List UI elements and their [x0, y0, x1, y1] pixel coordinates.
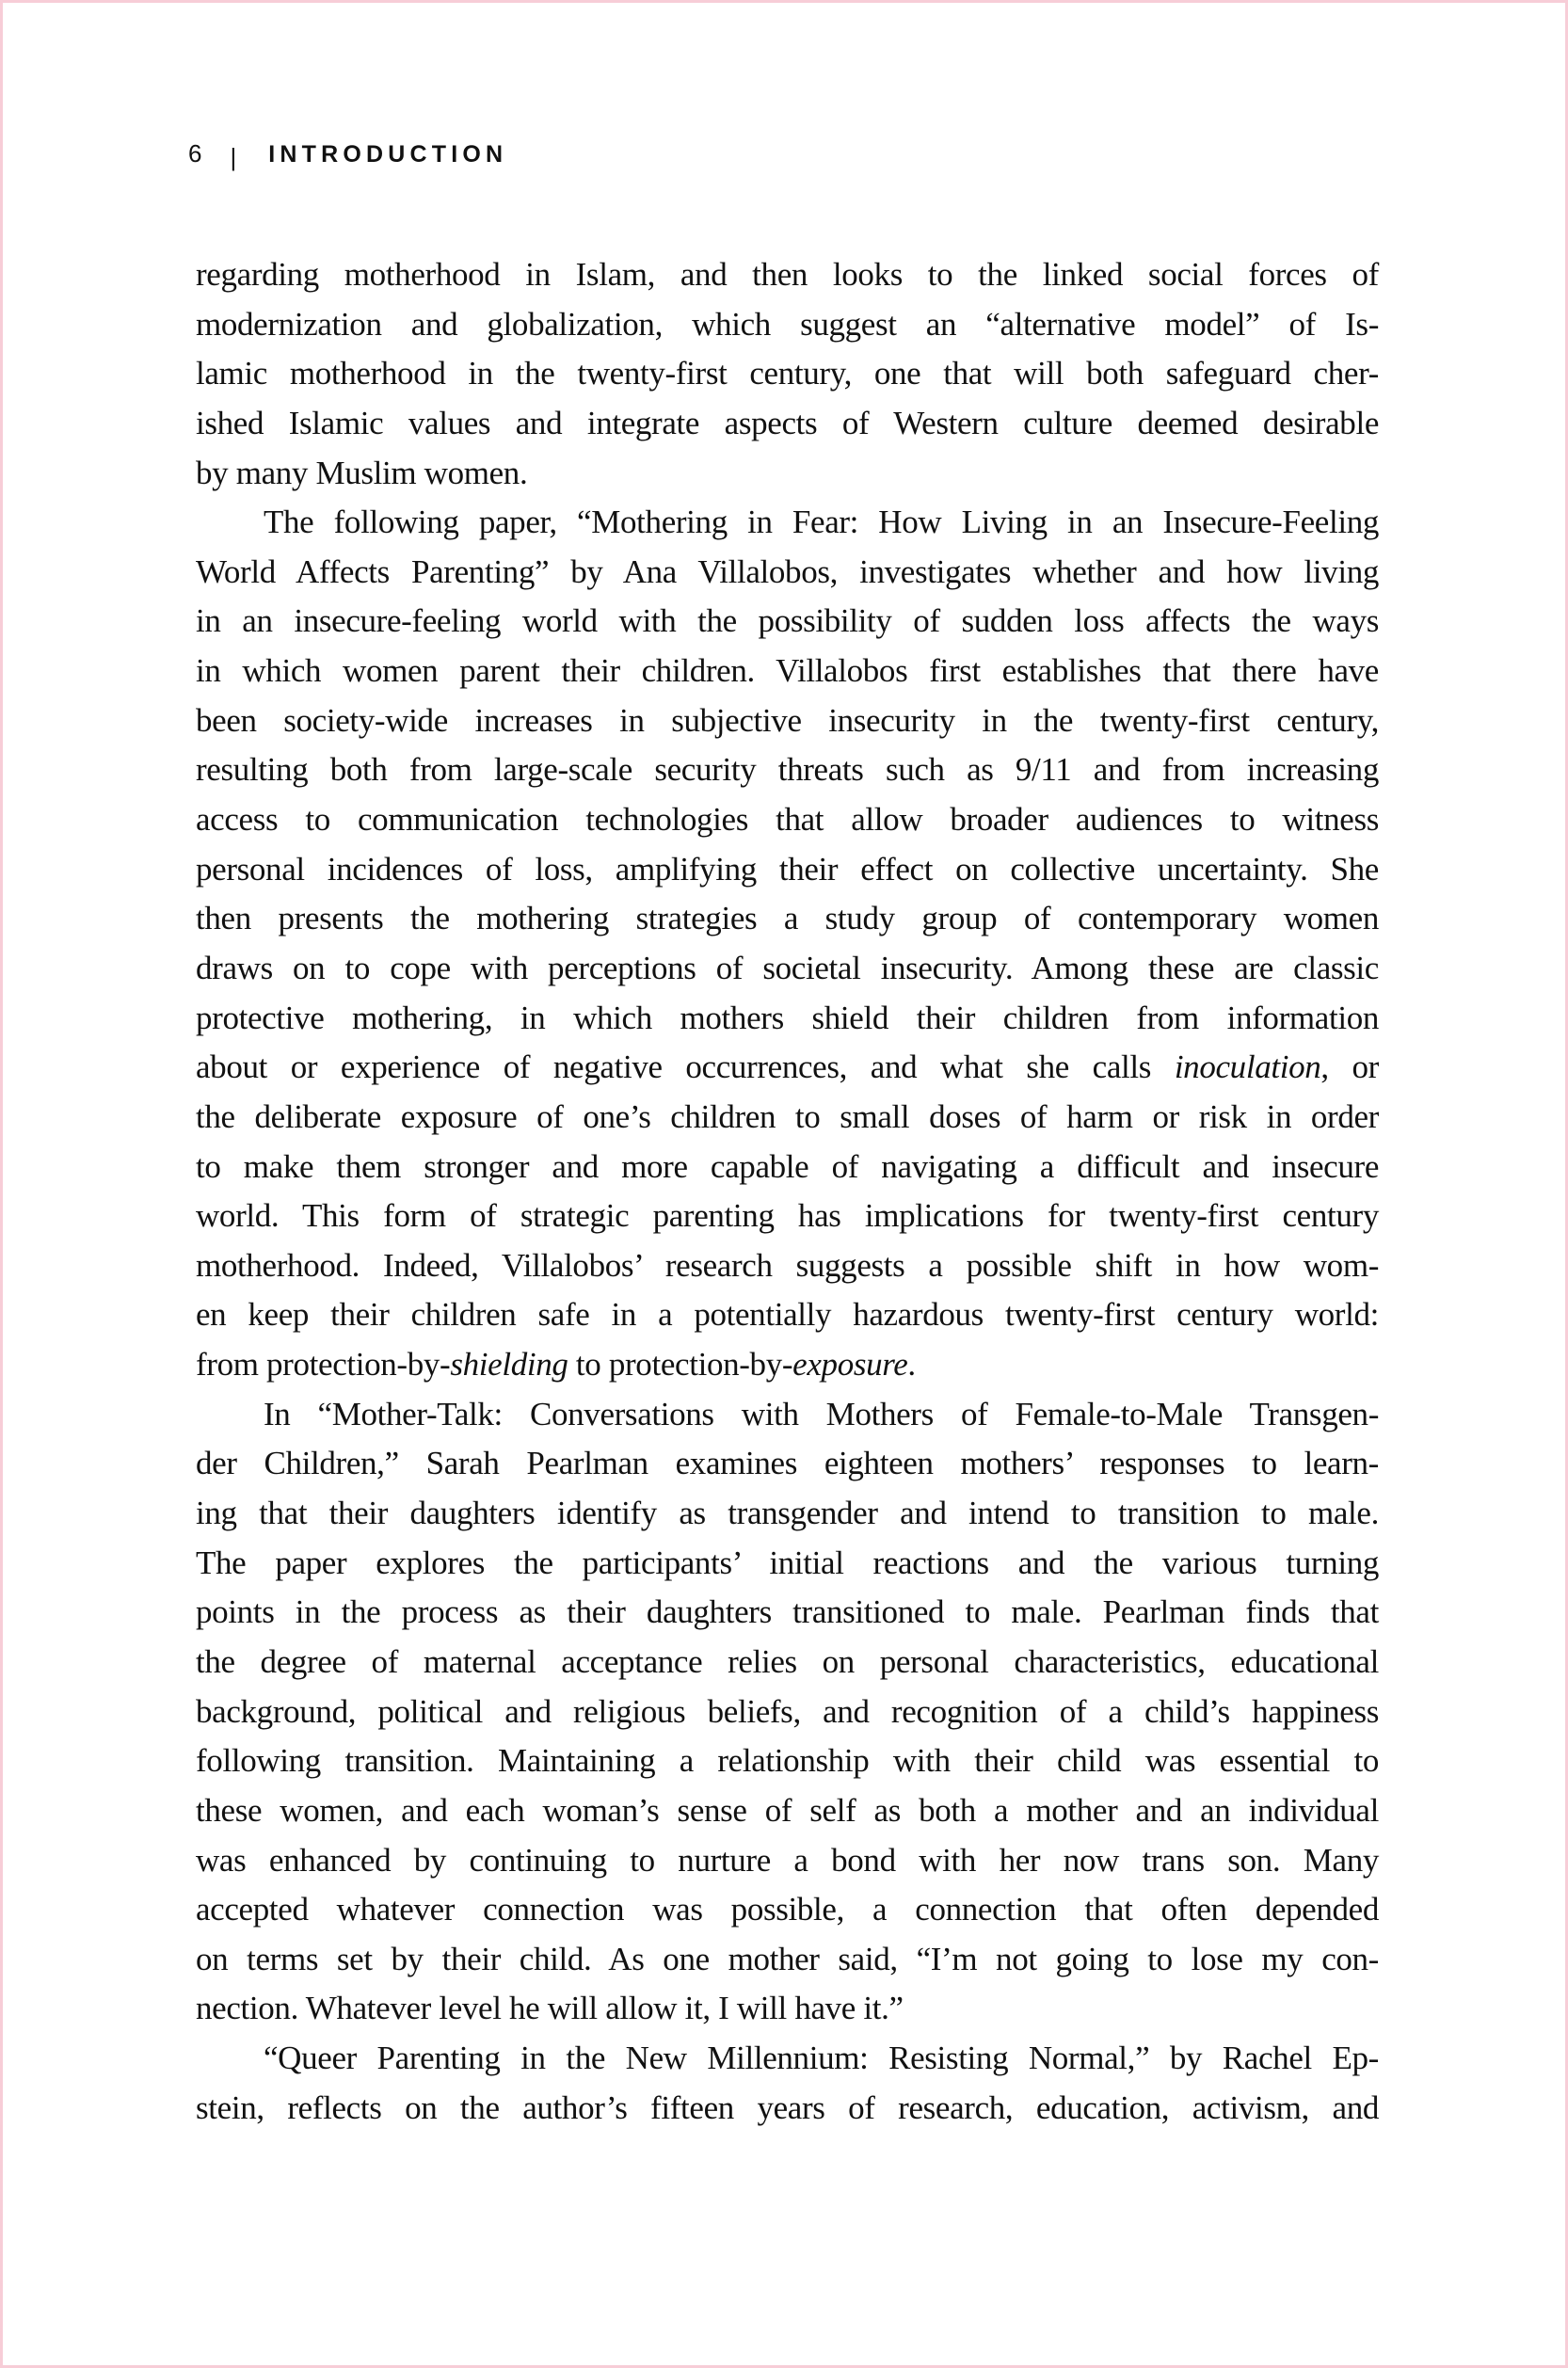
text-line [196, 597, 1379, 647]
text-run: world. This form of strategic parenting has implications for twenty-first century [196, 1197, 1379, 1235]
text-run: stein, reflects on the author’s fifteen years of research, education, activism, and [196, 2088, 1379, 2126]
text-line [196, 745, 1379, 795]
text-line [196, 1340, 1379, 1390]
text-line [196, 1043, 1379, 1093]
body-text [196, 250, 1379, 2133]
page-number: 6 [188, 139, 202, 168]
text-run: modernization and globalization, which suggest an “alternative model” of Is- [196, 305, 1379, 343]
text-run: points in the process as their daughters transitioned to male. Pearlman finds that [196, 1593, 1379, 1631]
text-line [196, 250, 1379, 300]
italic-term: inoculation [1174, 1048, 1321, 1086]
text-run: the deliberate exposure of one’s children to small doses of harm or risk in order [196, 1097, 1379, 1135]
text-run: then presents the mothering strategies a study group of contemporary women [196, 900, 1379, 937]
text-run: access to communication technologies that allow broader audiences to witness [196, 801, 1379, 839]
text-run: nection. Whatever level he will allow it, I will have it.” [196, 1990, 904, 2027]
text-run: in an insecure-feeling world with the possibility of sudden loss affects the ways [196, 602, 1379, 640]
text-line [196, 944, 1379, 994]
text-run: to protection-by- [568, 1346, 793, 1384]
text-run: In “Mother-Talk: Conversations with Mothers of Female-to-Male Transgen- [264, 1395, 1379, 1432]
text-line [196, 1290, 1379, 1340]
text-run: motherhood. Indeed, Villalobos’ research suggests a possible shift in how wom- [196, 1246, 1379, 1284]
text-run: about or experience of negative occurrences, and what she calls [196, 1048, 1175, 1086]
text-run: ished Islamic values and integrate aspects of Western culture deemed desirable [196, 404, 1379, 441]
italic-term: exposure [792, 1346, 908, 1384]
text-run: in which women parent their children. Villalobos first establishes that there have [196, 652, 1379, 690]
text-line [196, 1192, 1379, 1241]
running-head [188, 139, 507, 171]
text-line [196, 1736, 1379, 1786]
text-line [196, 1638, 1379, 1688]
text-line [196, 1241, 1379, 1291]
text-line [196, 548, 1379, 598]
text-line [196, 1786, 1379, 1836]
text-run: protective mothering, in which mothers shield their children from information [196, 999, 1379, 1036]
text-run: World Affects Parenting” by Ana Villalobos, investigates whether and how living [196, 552, 1379, 590]
text-line [196, 1539, 1379, 1589]
text-line [196, 1836, 1379, 1886]
text-line [196, 1093, 1379, 1143]
text-run: The paper explores the participants’ initial reactions and the various turning [196, 1544, 1379, 1581]
text-run: en keep their children safe in a potentially hazardous twenty-first century world: [196, 1296, 1379, 1334]
text-run: accepted whatever connection was possible, a connection that often depended [196, 1891, 1379, 1928]
text-run: draws on to cope with perceptions of societal insecurity. Among these are classic [196, 949, 1379, 986]
paragraph [196, 250, 1379, 498]
text-run: . [907, 1346, 916, 1384]
text-run: on terms set by their child. As one mother said, “I’m not going to lose my con- [196, 1940, 1379, 1977]
paragraph [196, 2034, 1379, 2133]
text-line [196, 795, 1379, 845]
text-line [196, 1390, 1379, 1440]
text-run: der Children,” Sarah Pearlman examines eighteen mothers’ responses to learn- [196, 1445, 1379, 1482]
text-line [196, 449, 1379, 499]
text-run: lamic motherhood in the twenty-first century, one that will both safeguard cher- [196, 355, 1379, 392]
text-run: by many Muslim women. [196, 454, 528, 491]
text-line [196, 498, 1379, 548]
text-run: the degree of maternal acceptance relies on personal characteristics, educational [196, 1642, 1379, 1680]
italic-term: shielding [450, 1346, 568, 1384]
text-run: resulting both from large-scale security threats such as 9/11 and from increasing [196, 751, 1379, 789]
text-line [196, 994, 1379, 1044]
text-run: regarding motherhood in Islam, and then looks to the linked social forces of [196, 256, 1379, 293]
text-line [196, 2034, 1379, 2084]
text-run: background, political and religious beliefs, and recognition of a child’s happiness [196, 1692, 1379, 1730]
running-head-separator: | [230, 143, 237, 171]
text-line [196, 894, 1379, 944]
text-line [196, 1885, 1379, 1935]
text-run: personal incidences of loss, amplifying their effect on collective uncertainty. She [196, 850, 1379, 888]
chapter-title: INTRODUCTION [268, 141, 508, 168]
paragraph [196, 1390, 1379, 2034]
text-run: was enhanced by continuing to nurture a bond with her now trans son. Many [196, 1841, 1379, 1879]
paragraph [196, 498, 1379, 1390]
text-line [196, 1489, 1379, 1539]
text-run: to make them stronger and more capable of navigating a difficult and insecure [196, 1147, 1379, 1185]
text-line [196, 300, 1379, 350]
text-line [196, 696, 1379, 746]
text-line [196, 845, 1379, 895]
text-line [196, 1439, 1379, 1489]
text-run: , or [1320, 1048, 1379, 1086]
text-line [196, 1688, 1379, 1737]
text-line [196, 2084, 1379, 2134]
text-line [196, 1588, 1379, 1638]
text-line [196, 399, 1379, 449]
text-line [196, 1143, 1379, 1192]
text-line [196, 647, 1379, 696]
text-run: from protection-by- [196, 1346, 451, 1384]
text-run: “Queer Parenting in the New Millennium: Resisting Normal,” by Rachel Ep- [264, 2040, 1379, 2077]
text-line [196, 1935, 1379, 1985]
text-run: these women, and each woman’s sense of self as both a mother and an individual [196, 1791, 1379, 1829]
text-line [196, 349, 1379, 399]
text-run: The following paper, “Mothering in Fear: How Living in an Insecure-Feeling [264, 504, 1379, 541]
text-run: ing that their daughters identify as transgender and intend to transition to male. [196, 1495, 1379, 1532]
text-run: following transition. Maintaining a relationship with their child was essential to [196, 1742, 1379, 1780]
text-line [196, 1984, 1379, 2034]
text-run: been society-wide increases in subjective insecurity in the twenty-first century, [196, 701, 1379, 739]
